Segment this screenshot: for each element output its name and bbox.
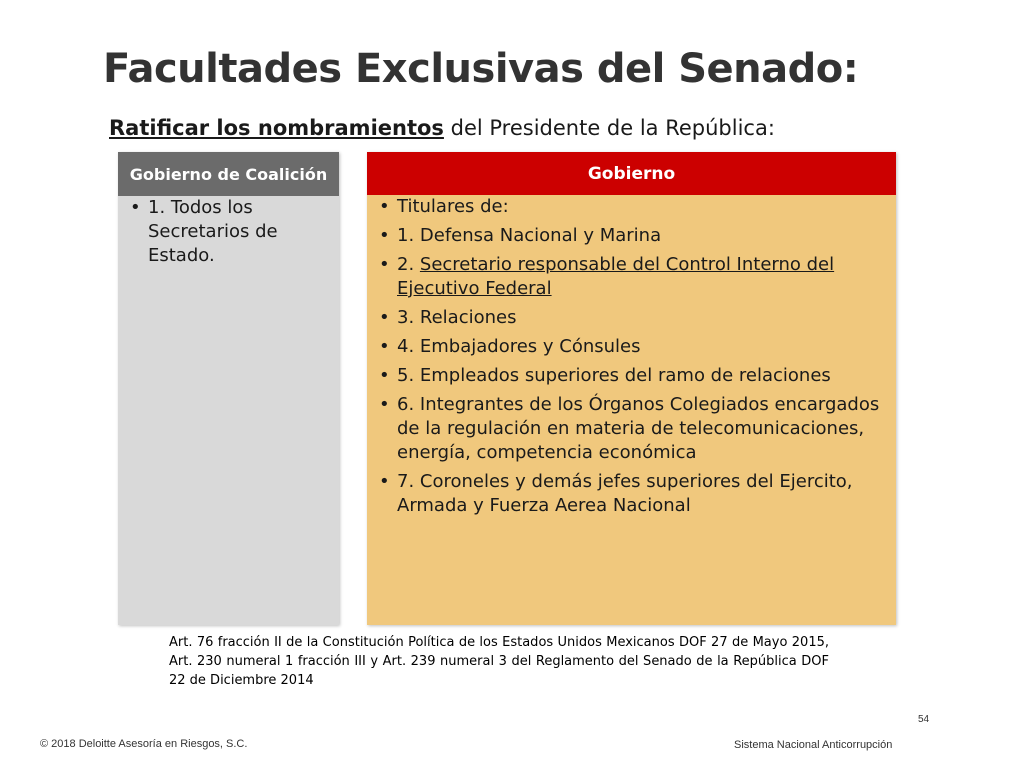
panel-gobierno-coalicion — [118, 152, 339, 625]
list-item: • 5. Empleados superiores del ramo de relaciones — [367, 364, 896, 388]
list-item: • 4. Embajadores y Cónsules — [367, 335, 896, 359]
list-item-prefix: 2. — [397, 254, 420, 275]
coalicion-list — [118, 196, 339, 268]
slide-title: Facultades Exclusivas del Senado: — [103, 46, 859, 92]
panel-header-gobierno: Gobierno — [367, 152, 896, 195]
slide-subtitle — [109, 116, 775, 140]
list-item: • 6. Integrantes de los Órganos Colegiados encargados de la regulación en materia de telecomunicaciones, energía, competencia económica — [367, 393, 896, 465]
list-item-underlined: Secretario responsable del Control Interno del Ejecutivo Federal — [397, 254, 835, 299]
panel-header-coalicion: Gobierno de Coalición — [118, 152, 339, 196]
list-item — [367, 253, 896, 301]
gobierno-list — [367, 195, 896, 518]
legal-footnote: Art. 76 fracción II de la Constitución Política de los Estados Unidos Mexicanos DOF 27 de Mayo 2015, Art. 230 numeral 1 fracción III y Art. 239 numeral 3 del Reglamento del Senado de la República DOF 22 de Diciembre 2014 — [169, 635, 829, 688]
copyright-text: © 2018 Deloitte Asesoría en Riesgos, S.C. — [40, 738, 248, 750]
list-item: • 7. Coroneles y demás jefes superiores del Ejercito, Armada y Fuerza Aerea Nacional — [367, 470, 896, 518]
list-item: • 1. Todos los Secretarios de Estado. — [118, 196, 339, 268]
footer-program-name: Sistema Nacional Anticorrupción — [734, 739, 893, 751]
panel-gobierno — [367, 152, 896, 625]
list-item: • 1. Defensa Nacional y Marina — [367, 224, 896, 248]
list-item: • Titulares de: — [367, 195, 896, 219]
subtitle-rest: del Presidente de la República: — [443, 116, 775, 140]
list-item: • 3. Relaciones — [367, 306, 896, 330]
page-number: 54 — [918, 714, 930, 725]
subtitle-emphasis: Ratificar los nombramientos — [109, 116, 444, 140]
